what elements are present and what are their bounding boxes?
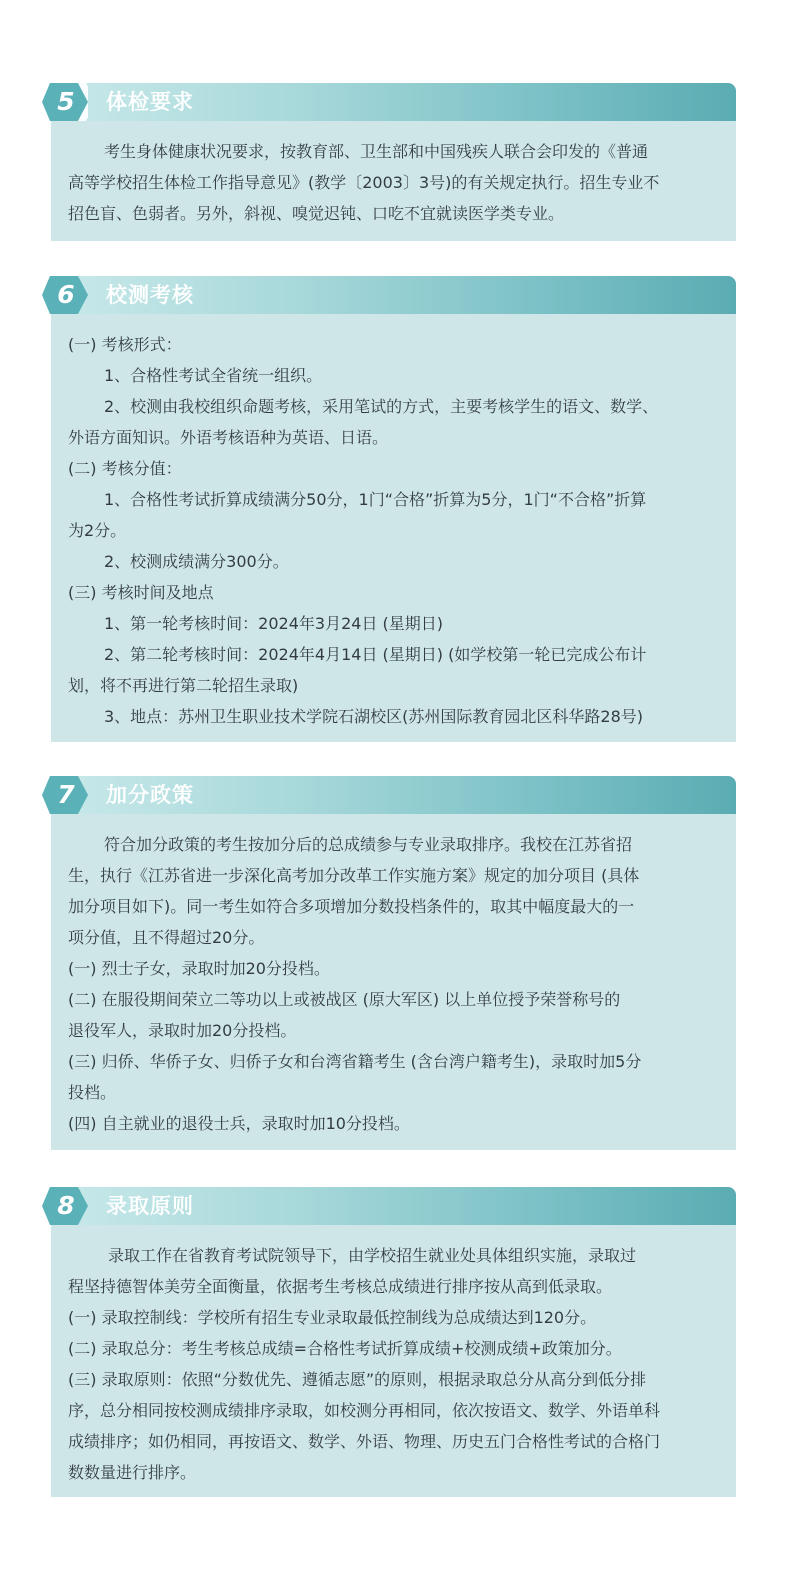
paragraph-line: 2、校测由我校组织命题考核，采用笔试的方式，主要考核学生的语文、数学、 (104, 397, 659, 416)
paragraph-line: 数数量进行排序。 (68, 1463, 197, 1482)
paragraph-line: (三) 归侨、华侨子女、归侨子女和台湾省籍考生 (含台湾户籍考生)，录取时加5分 (68, 1052, 642, 1071)
paragraph-line: (一) 考核形式： (68, 335, 182, 354)
paragraph-line: (一) 烈士子女，录取时加20分投档。 (68, 959, 330, 978)
paragraph-line: 退役军人，录取时加20分投档。 (68, 1021, 297, 1040)
paragraph-line: 招色盲、色弱者。另外，斜视、嗅觉迟钝、口吃不宜就读医学类专业。 (68, 204, 565, 223)
paragraph-line: 程坚持德智体美劳全面衡量，依据考生考核总成绩进行排序按从高到低录取。 (68, 1277, 613, 1296)
paragraph-line: 序，总分相同按校测成绩排序录取，如校测分再相同，依次按语文、数学、外语单科 (68, 1401, 661, 1420)
section-number: 6 (57, 280, 75, 309)
paragraph-line: 考生身体健康状况要求，按教育部、卫生部和中国残疾人联合会印发的《普通 (104, 142, 649, 161)
section-title: 加分政策 (106, 783, 194, 807)
paragraph-line: 投档。 (68, 1083, 117, 1102)
paragraph-line: 高等学校招生体检工作指导意见》(教学〔2003〕3号)的有关规定执行。招生专业不 (68, 173, 660, 192)
paragraph-line: 为2分。 (68, 521, 127, 540)
paragraph-line: 符合加分政策的考生按加分后的总成绩参与专业录取排序。我校在江苏省招 (104, 835, 633, 854)
section-title: 校测考核 (106, 283, 194, 307)
paragraph-line: 3、地点：苏州卫生职业技术学院石湖校区(苏州国际教育园北区科华路28号) (104, 707, 644, 726)
section-number: 8 (57, 1191, 75, 1220)
section-title: 录取原则 (106, 1194, 194, 1218)
section-number-badge (42, 83, 88, 121)
paragraph-line: 1、合格性考试全省统一组织。 (104, 366, 323, 385)
paragraph-line: (一) 录取控制线：学校所有招生专业录取最低控制线为总成绩达到120分。 (68, 1308, 597, 1327)
paragraph-line: (二) 考核分值： (68, 459, 182, 478)
paragraph-line: 生，执行《江苏省进一步深化高考加分改革工作实施方案》规定的加分项目 (具体 (68, 866, 640, 885)
paragraph-line: (四) 自主就业的退役士兵，录取时加10分投档。 (68, 1114, 410, 1133)
paragraph-line: (二) 录取总分：考生考核总成绩=合格性考试折算成绩+校测成绩+政策加分。 (68, 1339, 622, 1358)
paragraph-line: 录取工作在省教育考试院领导下，由学校招生就业处具体组织实施，录取过 (108, 1246, 637, 1265)
paragraph-line: 2、校测成绩满分300分。 (104, 552, 289, 571)
paragraph-line: 成绩排序；如仍相同，再按语文、数学、外语、物理、历史五门合格性考试的合格门 (68, 1432, 661, 1451)
paragraph-line: 2、第二轮考核时间：2024年4月14日 (星期日) (如学校第一轮已完成公布计 (104, 645, 647, 664)
paragraph-line: 划，将不再进行第二轮招生录取) (68, 676, 299, 695)
paragraph-line: (三) 考核时间及地点 (68, 583, 214, 602)
paragraph-line: 外语方面知识。外语考核语种为英语、日语。 (68, 428, 389, 447)
paragraph-line: (二) 在服役期间荣立二等功以上或被战区 (原大军区) 以上单位授予荣誉称号的 (68, 990, 621, 1009)
paragraph-line: 项分值，且不得超过20分。 (68, 928, 265, 947)
paragraph-line: (三) 录取原则：依照“分数优先、遵循志愿”的原则，根据录取总分从高分到低分排 (68, 1370, 647, 1389)
section-number: 7 (57, 780, 75, 809)
paragraph-line: 1、合格性考试折算成绩满分50分，1门“合格”折算为5分，1门“不合格”折算 (104, 490, 647, 509)
paragraph-line: 1、第一轮考核时间：2024年3月24日 (星期日) (104, 614, 444, 633)
section-number-badge (42, 1187, 88, 1225)
paragraph-line: 加分项目如下)。同一考生如符合多项增加分数投档条件的，取其中幅度最大的一 (68, 897, 635, 916)
section-title: 体检要求 (106, 90, 194, 114)
section-number-badge (42, 776, 88, 814)
section-number-badge (42, 276, 88, 314)
section-number: 5 (57, 87, 75, 116)
